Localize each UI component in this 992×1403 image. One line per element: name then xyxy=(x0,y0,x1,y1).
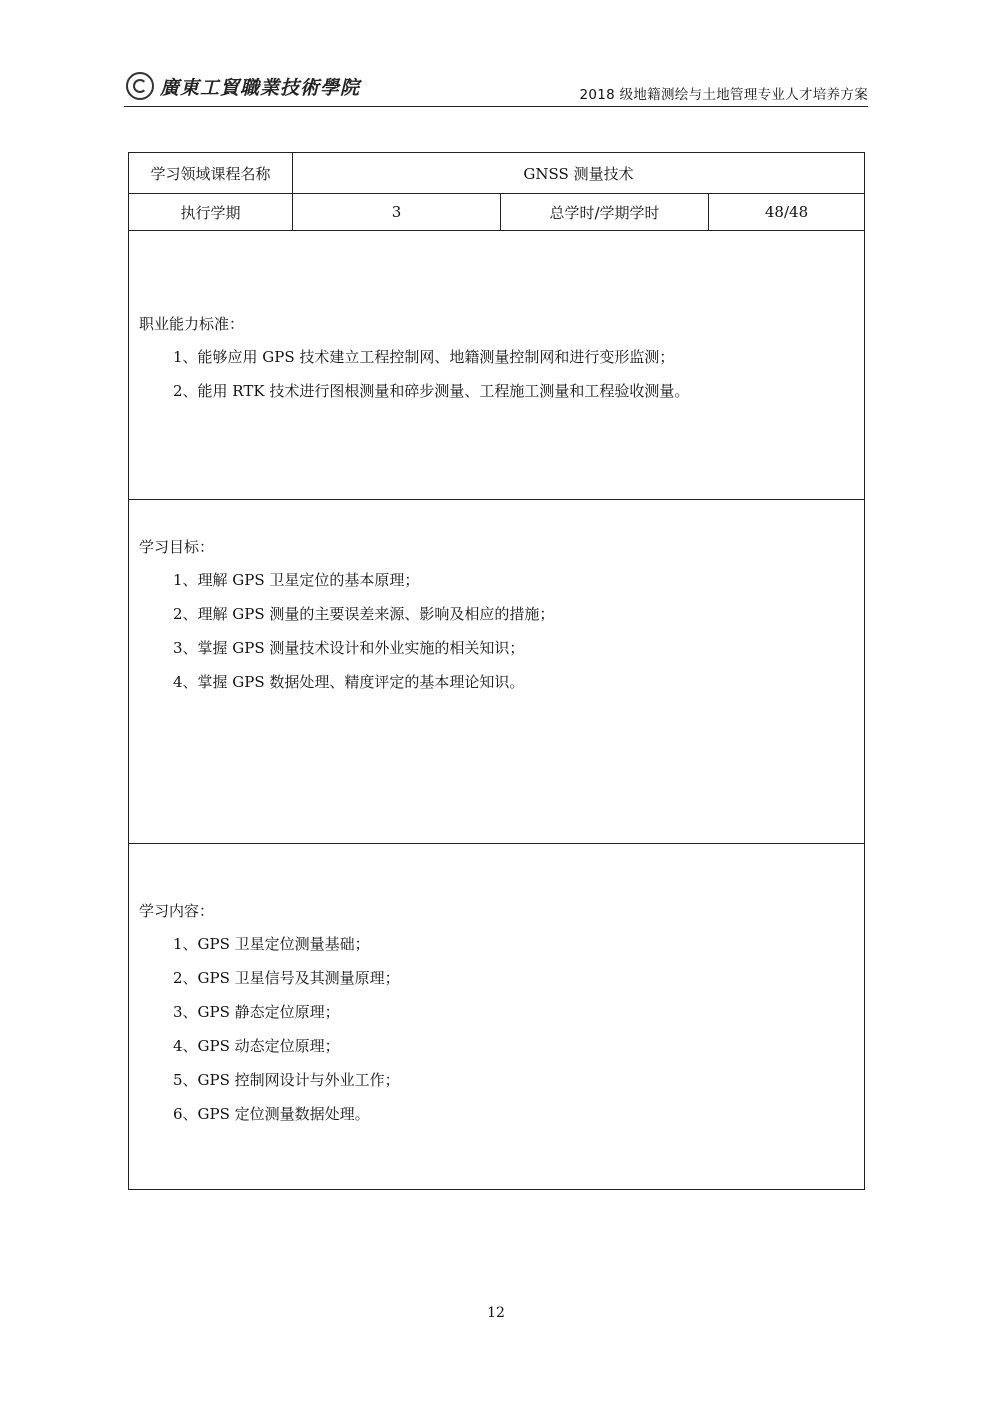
hours-value: 48/48 xyxy=(709,194,865,231)
school-logo xyxy=(126,72,360,100)
list-item: 4、掌握 GPS 数据处理、精度评定的基本理论知识。 xyxy=(173,673,525,691)
school-emblem-icon xyxy=(126,72,154,100)
document-title: 2018 级地籍测绘与土地管理专业人才培养方案 xyxy=(579,87,868,103)
objectives-section xyxy=(129,500,865,844)
list-item: 1、GPS 卫星定位测量基础； xyxy=(173,935,370,953)
content-row xyxy=(129,844,865,1190)
content-list xyxy=(139,927,854,1131)
course-table xyxy=(128,152,865,1190)
list-item: 2、理解 GPS 测量的主要误差来源、影响及相应的措施； xyxy=(173,605,555,623)
list-item: 2、GPS 卫星信号及其测量原理； xyxy=(173,969,400,987)
competency-title: 职业能力标准： xyxy=(139,315,245,333)
list-item: 4、GPS 动态定位原理； xyxy=(173,1037,340,1055)
content-title: 学习内容： xyxy=(139,902,215,920)
hours-label: 总学时/学期学时 xyxy=(501,194,709,231)
list-item: 1、能够应用 GPS 技术建立工程控制网、地籍测量控制网和进行变形监测； xyxy=(173,348,675,366)
list-item: 1、理解 GPS 卫星定位的基本原理； xyxy=(173,571,420,589)
page-header xyxy=(124,70,868,107)
list-item: 5、GPS 控制网设计与外业工作； xyxy=(173,1071,400,1089)
semester-label: 执行学期 xyxy=(129,194,293,231)
list-item: 3、掌握 GPS 测量技术设计和外业实施的相关知识； xyxy=(173,639,525,657)
school-name: 廣東工貿職業技術學院 xyxy=(160,76,361,99)
list-item: 3、GPS 静态定位原理； xyxy=(173,1003,340,1021)
page-number: 12 xyxy=(487,1305,505,1321)
competency-section xyxy=(129,231,865,500)
objectives-list xyxy=(139,563,854,699)
competency-list xyxy=(139,340,854,408)
course-name-row xyxy=(129,153,865,194)
course-name-value: GNSS 测量技术 xyxy=(293,153,865,194)
content-section xyxy=(129,844,865,1190)
semester-row xyxy=(129,194,865,231)
objectives-row xyxy=(129,500,865,844)
course-name-label: 学习领域课程名称 xyxy=(129,153,293,194)
list-item: 6、GPS 定位测量数据处理。 xyxy=(173,1105,370,1123)
semester-value: 3 xyxy=(293,194,501,231)
competency-row xyxy=(129,231,865,500)
objectives-title: 学习目标： xyxy=(139,538,215,556)
list-item: 2、能用 RTK 技术进行图根测量和碎步测量、工程施工测量和工程验收测量。 xyxy=(173,382,690,400)
